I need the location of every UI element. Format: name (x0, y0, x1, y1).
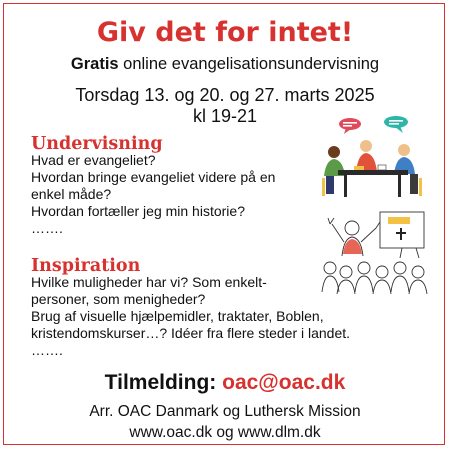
inspiration-line: kristendomskurser…? Idéer fra flere steder i landet. (31, 325, 351, 341)
undervisning-line: Hvordan fortæller jeg min historie? (31, 203, 245, 219)
undervisning-body (31, 152, 275, 237)
undervisning-line: Hvordan bringe evangeliet videre på en (31, 169, 276, 185)
group-discussion-illustration (318, 112, 430, 200)
time-line: kl 19-21 (192, 106, 258, 126)
inspiration-line: ……. (31, 342, 63, 358)
subtitle-bold: Gratis (70, 55, 119, 73)
presentation-crowd-illustration (320, 206, 434, 294)
subtitle (0, 55, 450, 74)
undervisning-heading: Undervisning (31, 134, 163, 154)
inspiration-line: Brug af visuelle hjælpemidler, traktater, Boblen, (31, 308, 324, 324)
signup-line (0, 371, 450, 395)
speech-bubble-icon (384, 116, 408, 133)
poster-title: Giv det for intet! (96, 17, 354, 48)
undervisning-line: ……. (31, 220, 63, 236)
signup-email-link[interactable]: oac@oac.dk (222, 371, 346, 394)
organizer-line: Arr. OAC Danmark og Luthersk Mission (89, 403, 361, 420)
signup-label: Tilmelding: (104, 371, 217, 394)
inspiration-heading: Inspiration (31, 256, 141, 276)
undervisning-line: enkel måde? (31, 186, 112, 202)
subtitle-rest: online evangelisationsundervisning (118, 55, 380, 73)
undervisning-line: Hvad er evangeliet? (31, 152, 156, 168)
inspiration-line: personer, som menigheder? (31, 291, 206, 307)
websites-line: www.oac.dk og www.dlm.dk (129, 424, 321, 441)
dates-line: Torsdag 13. og 20. og 27. marts 2025 (75, 85, 375, 105)
speech-bubble-icon (339, 118, 361, 134)
inspiration-line: Hvilke muligheder har vi? Som enkelt- (31, 274, 267, 290)
inspiration-body (31, 274, 350, 359)
